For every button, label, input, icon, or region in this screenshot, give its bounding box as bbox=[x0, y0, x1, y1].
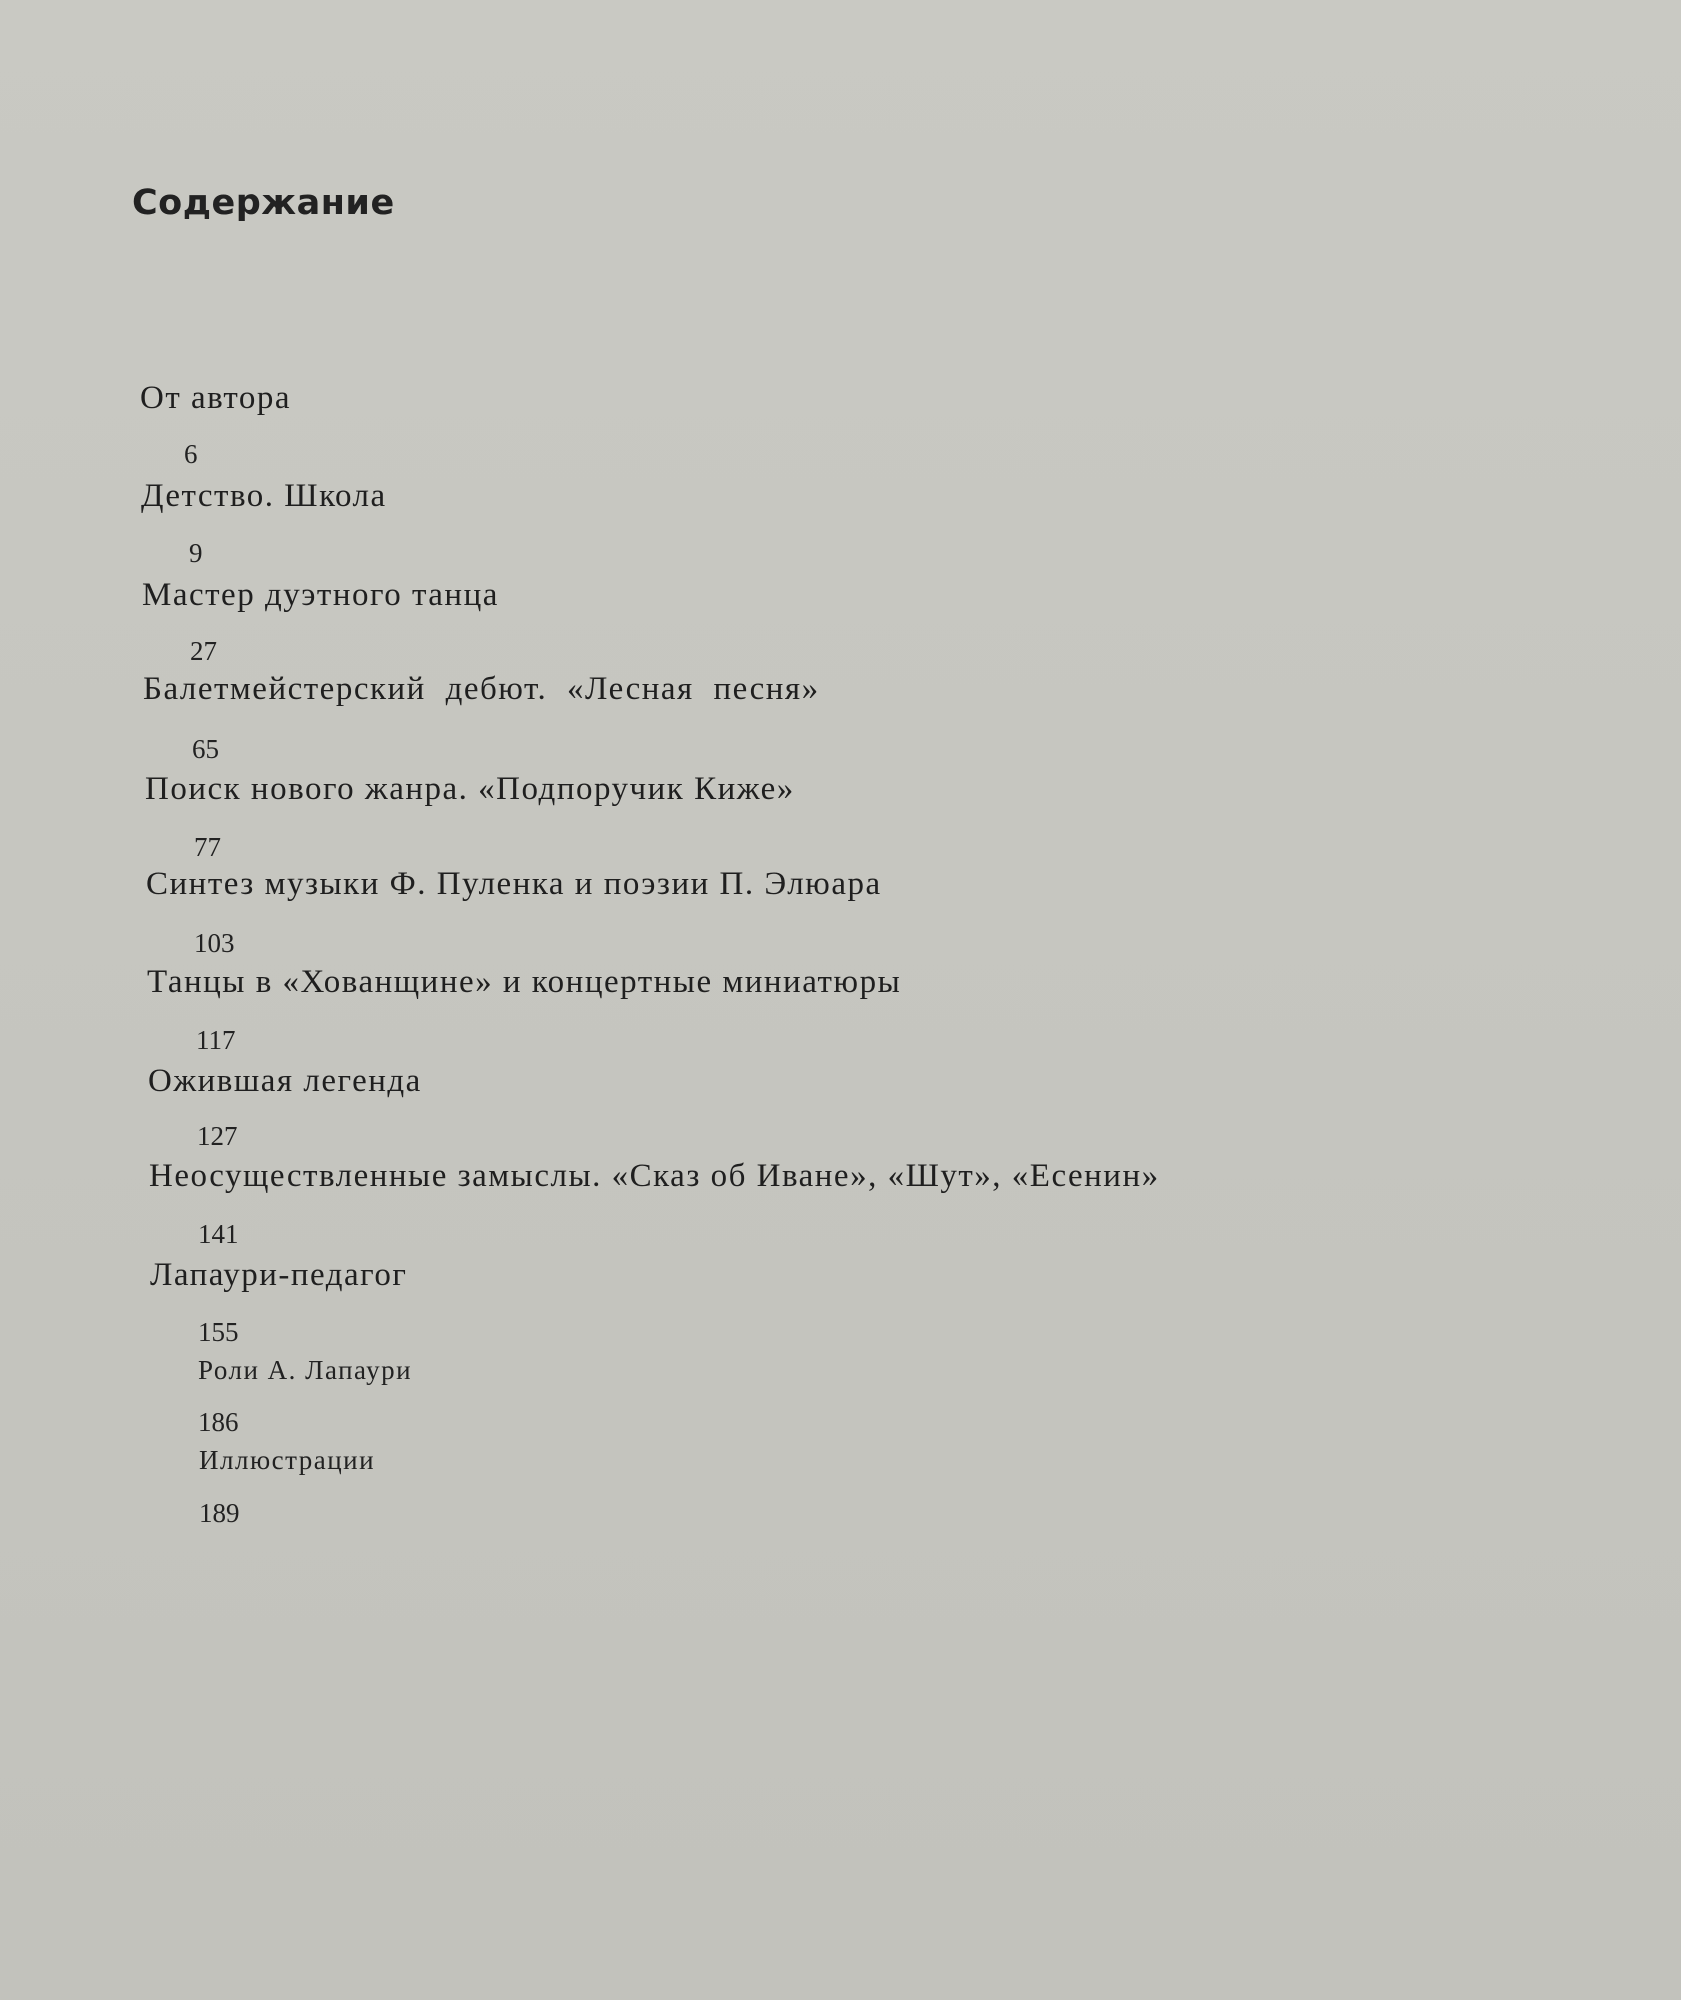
toc-entry-title: Роли А. Лапаури bbox=[198, 1355, 413, 1385]
toc-entry-page: 65 bbox=[192, 734, 219, 764]
toc-entry-title: Синтез музыки Ф. Пуленка и поэзии П. Элюара bbox=[146, 866, 882, 902]
toc-entry-page: 186 bbox=[198, 1407, 239, 1437]
toc-entry-page: 141 bbox=[198, 1219, 239, 1249]
toc-entry-title: Детство. Школа bbox=[141, 478, 387, 514]
toc-entry-title: От автора bbox=[140, 380, 292, 416]
toc-entry-title: Балетмейстерский дебют. «Лесная песня» bbox=[143, 671, 820, 707]
toc-entry-page: 6 bbox=[184, 439, 198, 469]
toc-entry-page: 189 bbox=[199, 1498, 240, 1528]
toc-entry-page: 103 bbox=[194, 928, 235, 958]
toc-entry-page: 9 bbox=[189, 538, 203, 568]
toc-entry-title: Неосуществленные замыслы. «Сказ об Иване», «Шут», «Есенин» bbox=[149, 1158, 1160, 1194]
toc-entry-title: Иллюстрации bbox=[199, 1445, 376, 1475]
toc-entry-title: Мастер дуэтного танца bbox=[142, 577, 499, 613]
toc-entry-title: Ожившая легенда bbox=[148, 1063, 422, 1099]
toc-entry-title: Поиск нового жанра. «Подпоручик Киже» bbox=[145, 771, 795, 807]
toc-entry-page: 117 bbox=[196, 1025, 236, 1055]
toc-entry-page: 77 bbox=[194, 832, 221, 862]
toc-entry-title: Танцы в «Хованщине» и концертные миниатюры bbox=[147, 964, 902, 1000]
toc-entry-page: 155 bbox=[198, 1317, 239, 1347]
toc-entry-page: 127 bbox=[197, 1121, 238, 1151]
page-title: Содержание bbox=[132, 183, 395, 223]
toc-entry-page: 27 bbox=[190, 636, 217, 666]
toc-entry-title: Лапаури-педагог bbox=[150, 1257, 408, 1293]
